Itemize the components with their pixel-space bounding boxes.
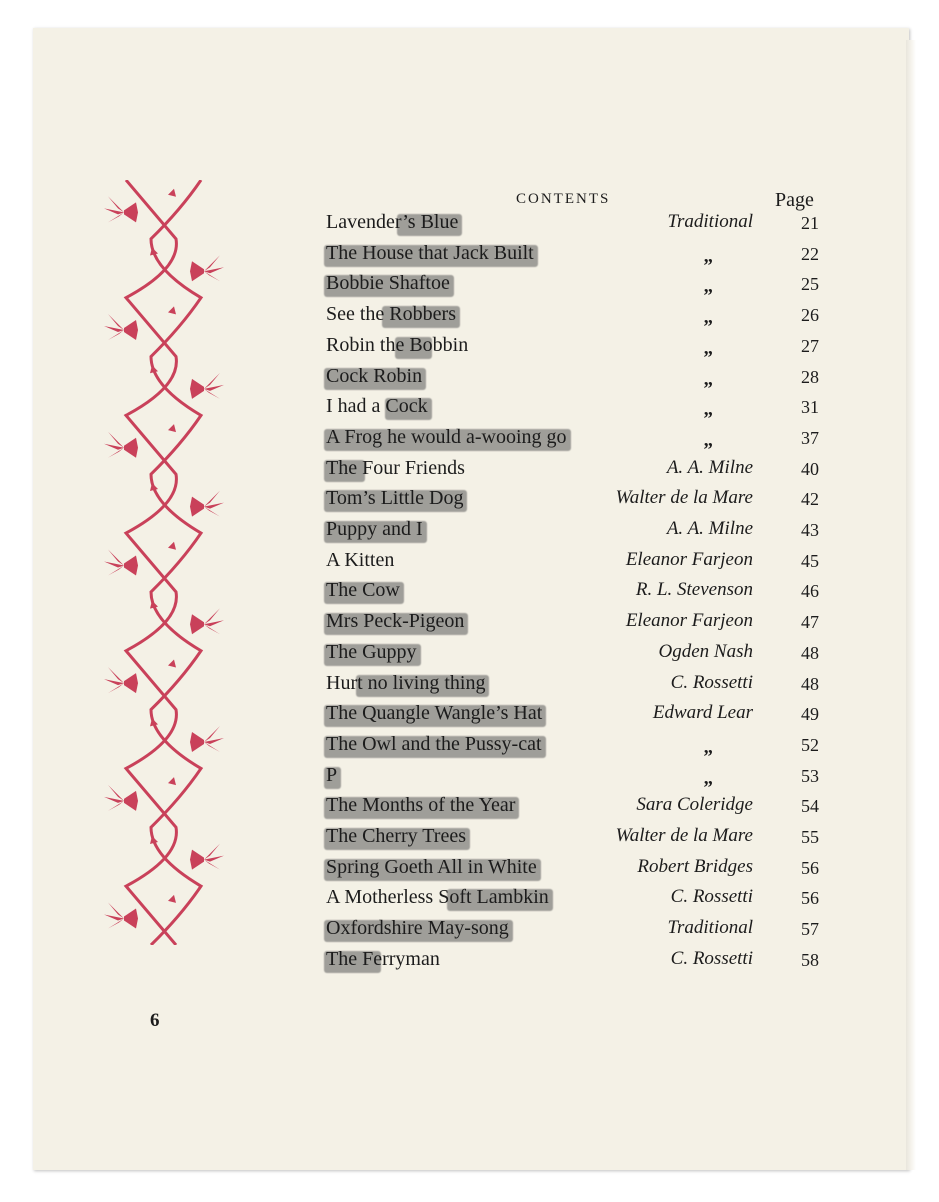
entry-author: A. A. Milne [666, 518, 753, 539]
contents-entry [0, 242, 939, 273]
entry-title: Mrs Peck-Pigeon [326, 610, 465, 633]
entry-author: Traditional [667, 917, 753, 939]
entry-page: 25 [801, 274, 819, 295]
entry-page: 53 [801, 765, 819, 786]
contents-entry [0, 856, 939, 887]
contents-entry [0, 948, 939, 979]
entry-page: 56 [801, 857, 819, 878]
entry-title: A Frog he would a-wooing go [326, 425, 567, 448]
entry-page: 57 [801, 919, 819, 940]
entry-author: „ [703, 399, 713, 421]
entry-page: 37 [801, 427, 819, 448]
entry-title: The Guppy [326, 640, 417, 663]
contents-entry [0, 272, 939, 303]
contents-entry [0, 610, 939, 641]
entry-author: „ [703, 368, 713, 390]
entry-author: C. Rossetti [670, 671, 753, 693]
entry-author: „ [703, 767, 713, 789]
entry-author: Sara Coleridge [636, 794, 753, 816]
entry-author: „ [703, 337, 713, 359]
entry-title: P [326, 763, 338, 786]
entry-author: Robert Bridges [637, 855, 753, 877]
entry-author: Edward Lear [652, 702, 753, 724]
contents-entry [0, 395, 939, 426]
entry-title: The Owl and the Pussy-cat [326, 732, 542, 755]
entry-author: Eleanor Farjeon [625, 548, 753, 570]
entry-title: The Four Friends [326, 456, 465, 479]
contents-entry [0, 487, 939, 518]
contents-entry [0, 702, 939, 733]
entry-page: 56 [801, 888, 819, 909]
contents-entry [0, 641, 939, 672]
contents-entry [0, 365, 939, 396]
entry-page: 22 [801, 243, 819, 264]
entry-author: R. L. Stevenson [635, 579, 753, 601]
entry-author: C. Rossetti [670, 947, 753, 969]
entry-page: 40 [801, 458, 819, 479]
contents-entry [0, 825, 939, 856]
entry-page: 31 [801, 397, 819, 418]
entry-title: The Cow [326, 579, 400, 602]
entry-author: „ [703, 307, 713, 329]
contents-entry [0, 457, 939, 488]
entry-title: The Quangle Wangle’s Hat [326, 702, 543, 725]
contents-entry [0, 917, 939, 948]
entry-page: 28 [801, 366, 819, 387]
contents-entry [0, 764, 939, 795]
entry-author: Walter de la Mare [615, 825, 753, 846]
entry-page: 21 [801, 213, 819, 233]
entry-title: Bobbie Shaftoe [326, 272, 450, 295]
entry-page: 42 [801, 489, 819, 510]
entry-author: „ [703, 736, 713, 758]
entry-page: 26 [801, 305, 819, 326]
entry-page: 27 [801, 335, 819, 356]
contents-entry [0, 733, 939, 764]
contents-entry [0, 794, 939, 825]
entry-page: 45 [801, 550, 819, 571]
entry-title: Robin the Bobbin [326, 333, 469, 356]
entry-page: 58 [801, 949, 819, 970]
entry-page: 52 [801, 734, 819, 755]
entry-author: „ [703, 429, 713, 451]
entry-author: A. A. Milne [666, 456, 753, 478]
entry-title: Tom’s Little Dog [326, 487, 464, 510]
entry-page: 48 [801, 673, 819, 694]
contents-entry [0, 211, 939, 242]
entry-title: I had a Cock [326, 395, 428, 418]
contents-entry [0, 334, 939, 365]
entry-title: Hurt no living thing [326, 671, 486, 694]
entry-author: „ [703, 245, 713, 267]
entry-title: Cock Robin [326, 364, 423, 387]
entry-page: 55 [801, 827, 819, 847]
entry-title: Lavender’s Blue [326, 211, 459, 233]
entry-title: A Kitten [326, 548, 395, 571]
contents-entry [0, 672, 939, 703]
entry-author: Walter de la Mare [615, 487, 753, 509]
entry-author: „ [703, 276, 713, 298]
contents-entry [0, 426, 939, 457]
entry-title: Puppy and I [326, 518, 423, 540]
contents-entry [0, 303, 939, 334]
entry-title: A Motherless Soft Lambkin [326, 886, 549, 909]
contents-entry [0, 518, 939, 549]
entry-page: 47 [801, 612, 819, 633]
entry-title: Spring Goeth All in White [326, 855, 537, 878]
entry-title: The Ferryman [326, 947, 440, 970]
entry-title: The Cherry Trees [326, 825, 466, 847]
entry-page: 43 [801, 520, 819, 540]
contents-entry [0, 886, 939, 917]
page-column-heading: Page [775, 189, 814, 211]
entry-author: Ogden Nash [658, 640, 753, 662]
page-number: 6 [150, 1010, 160, 1031]
entry-author: C. Rossetti [670, 886, 753, 908]
entry-page: 54 [801, 796, 819, 817]
entry-page: 48 [801, 642, 819, 663]
entry-title: The House that Jack Built [326, 241, 534, 264]
contents-entry [0, 579, 939, 610]
entry-author: Traditional [667, 211, 753, 232]
entry-title: See the Robbers [326, 303, 456, 326]
entry-page: 49 [801, 704, 819, 725]
entry-page: 46 [801, 581, 819, 602]
contents-entry [0, 549, 939, 580]
entry-title: The Months of the Year [326, 794, 516, 817]
entry-title: Oxfordshire May-song [326, 917, 509, 940]
entry-author: Eleanor Farjeon [625, 610, 753, 632]
contents-heading: CONTENTS [516, 191, 611, 207]
